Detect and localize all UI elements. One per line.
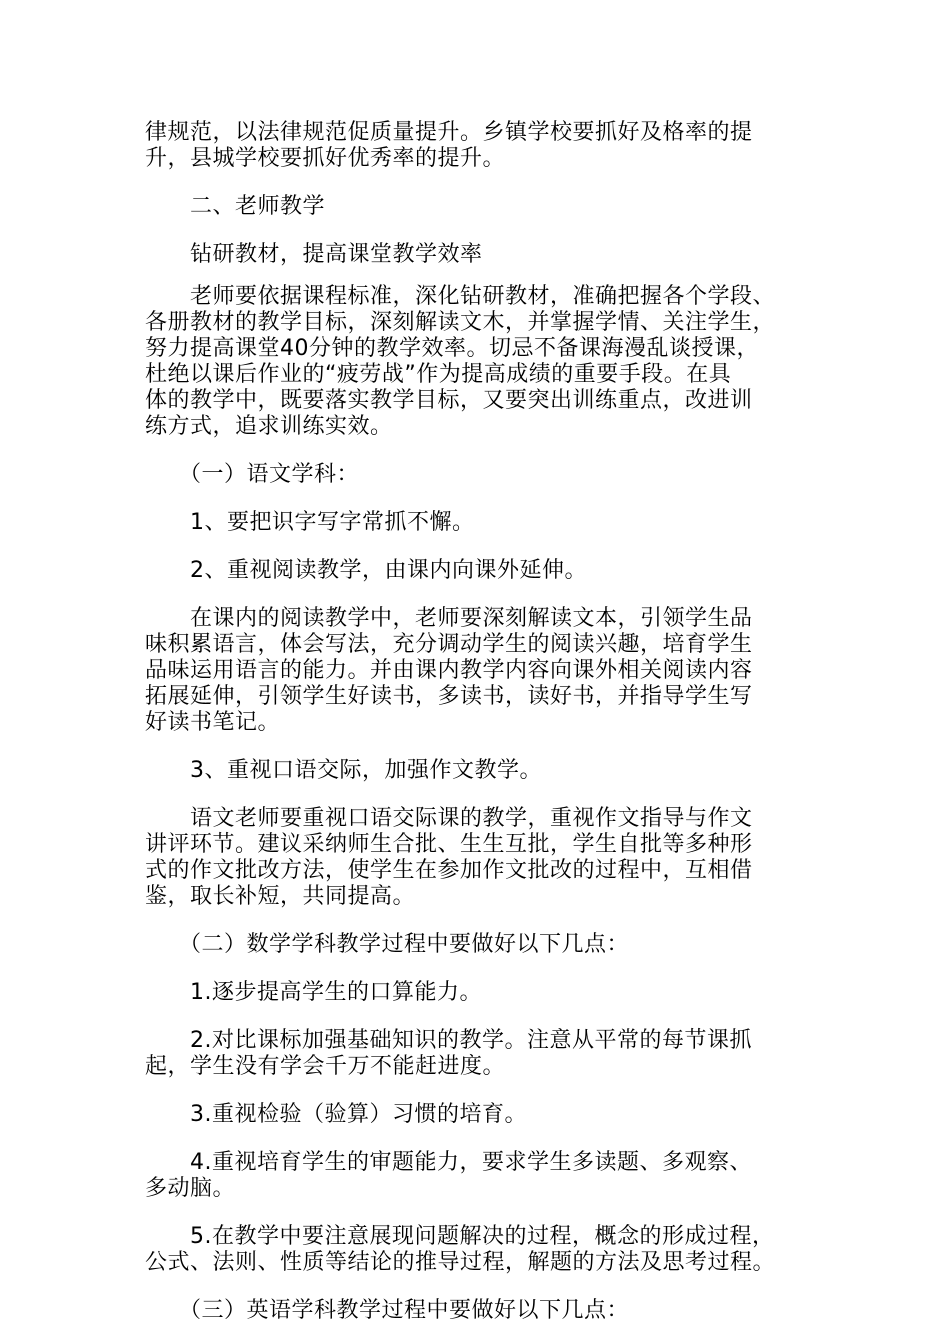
subheading-chinese-subject: （一）语文学科：: [145, 462, 360, 487]
subheading-math-subject: （二）数学学科教学过程中要做好以下几点：: [145, 932, 630, 957]
list-item-math-4: 4.重视培育学生的审题能力，要求学生多读题、多观察、 多动脑。: [145, 1150, 752, 1201]
paragraph-teacher-requirements: 老师要依据课程标准，深化钻研教材，准确把握各个学段、 各册教材的教学目标，深刻解读文木，并掌握学情、关注学生， 努力提高课堂40分钟的教学效率。切忌不备课海漫乱谈授课， 杜绝以课后作业的“疲劳战”作为提高成绩的重要手段。在具 体的教学中，既要落实教学目标，又要突出训练重点，改进训 练方式，追求训练实效。: [145, 284, 776, 439]
paragraph-composition-teaching: 语文老师要重视口语交际课的教学，重视作文指导与作文 讲评环节。建议采纳师生合批、生生互批，学生自批等多种形 式的作文批改方法，使学生在参加作文批改的过程中，互相借 鉴，取长补短，共同提高。: [145, 806, 753, 909]
document-page: [145, 120, 825, 1324]
section-heading-teacher-teaching: 二、老师教学: [145, 194, 326, 219]
paragraph-reading-teaching: 在课内的阅读教学中，老师要深刻解读文本，引领学生品 味积累语言，体会写法，充分调动学生的阅读兴趣，培育学生 品味运用语言的能力。并由课内教学内容向课外相关阅读内容 拓展延伸，引领学生好读书，多读书，读好书，并指导学生写 好读书笔记。: [145, 606, 753, 735]
list-item-math-3: 3.重视检验（验算）习惯的培育。: [145, 1102, 527, 1127]
list-item-math-5: 5.在教学中要注意展现问题解决的过程，概念的形成过程， 公式、法则、性质等结论的推导过程，解题的方法及思考过程。: [145, 1224, 776, 1275]
list-item-math-2: 2.对比课标加强基础知识的教学。注意从平常的每节课抓 起，学生没有学会千万不能赶进度。: [145, 1028, 752, 1079]
list-item-chinese-1: 1、要把识字写字常抓不懈。: [145, 510, 475, 535]
list-item-chinese-2: 2、重视阅读教学，由课内向课外延伸。: [145, 558, 587, 583]
subheading-study-materials: 钻研教材，提高课堂教学效率: [145, 242, 483, 267]
list-item-chinese-3: 3、重视口语交际，加强作文教学。: [145, 758, 542, 783]
subheading-english-subject: （三）英语学科教学过程中要做好以下几点：: [145, 1298, 630, 1323]
list-item-math-1: 1.逐步提高学生的口算能力。: [145, 980, 482, 1005]
paragraph-continuation: 律规范，以法律规范促质量提升。乡镇学校要抓好及格率的提 升，县城学校要抓好优秀率的提升。: [145, 120, 753, 171]
